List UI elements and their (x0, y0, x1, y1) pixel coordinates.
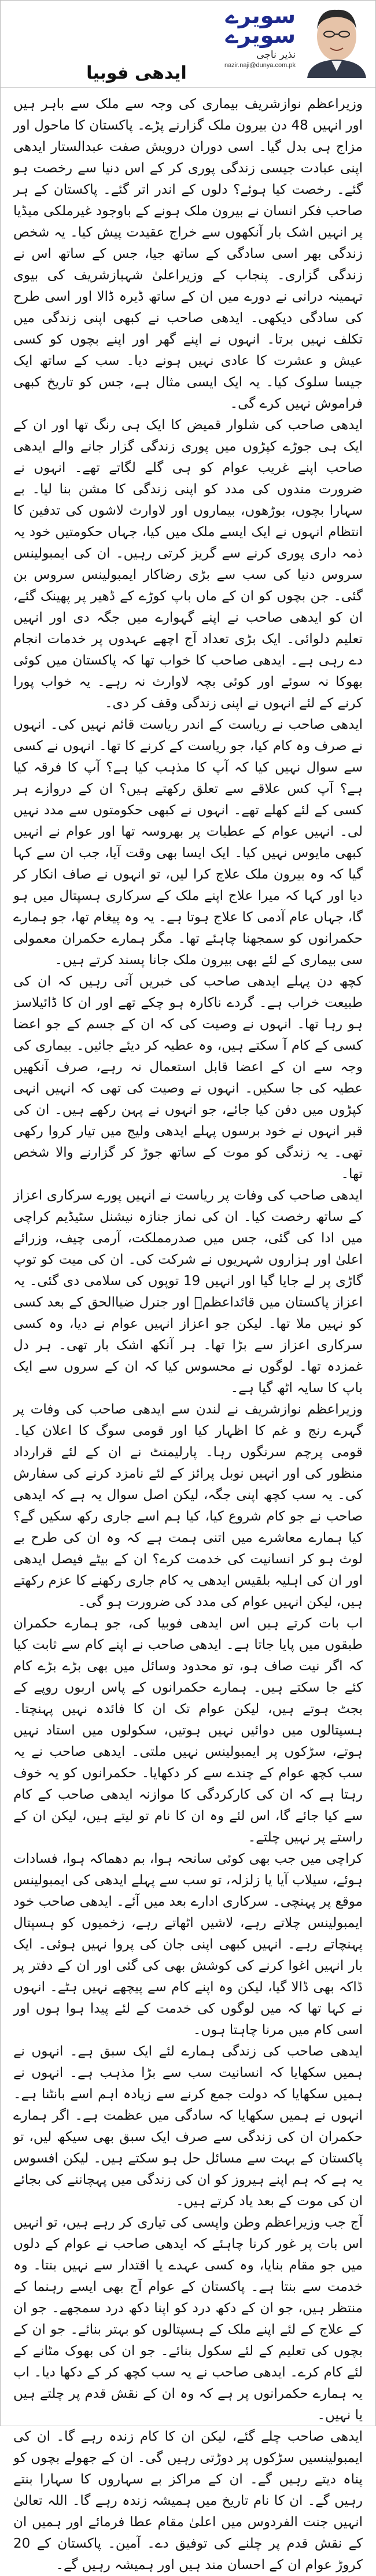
column-logo-line-2: سویرے (225, 23, 296, 48)
author-photo (301, 3, 372, 78)
paragraph: ایدھی صاحب چلے گئے، لیکن ان کا کام زندہ رہے گا۔ ان کی ایمبولینسیں سڑکوں پر دوڑتی رہیں گی۔ ان کے جھولے بچوں کو پناہ دیتے رہیں گے۔ ان کے مراکز بے سہاروں کا سہارا بنتے رہیں گے۔ ان کا نام تاریخ میں ہمیشہ زندہ رہے گا۔ اللہ تعالیٰ انہیں جنت الفردوس میں اعلیٰ مقام عطا فرمائے اور ہمیں ان کے نقش قدم پر چلنے کی توفیق دے۔ آمین۔ پاکستان کے 20 کروڑ عوام ان کے احسان مند ہیں اور ہمیشہ رہیں گے۔ (13, 2429, 363, 2573)
paragraph: وزیراعظم نوازشریف نے لندن سے ایدھی صاحب کی وفات پر گہرے رنج و غم کا اظہار کیا اور قومی سوگ کا اعلان کیا۔ قومی پرچم سرنگوں رہا۔ پارلیمنٹ نے ان کے لئے قرارداد منظور کی اور انہیں نوبل پرائز کے لئے نامزد کرنے کی سفارش کی۔ یہ سب کچھ اپنی جگہ، لیکن اصل سوال یہ ہے کہ ایدھی صاحب نے جو کام شروع کیا، کیا ہم اسے جاری رکھ سکیں گے؟ کیا ہمارے معاشرے میں اتنی ہمت ہے کہ وہ ان کی طرح بے لوث ہو کر انسانیت کی خدمت کرے؟ ان کے بیٹے فیصل ایدھی اور ان کی اہلیہ بلقیس ایدھی یہ کام جاری رکھنے کا عزم رکھتے ہیں، لیکن انہیں عوام کی مدد کی ضرورت ہو گی۔ (13, 1402, 363, 1610)
author-name: نذیر ناجی (256, 49, 296, 61)
paragraph: ایدھی صاحب کی وفات پر ریاست نے انہیں پورے سرکاری اعزاز کے ساتھ رخصت کیا۔ ان کی نماز جنازہ نیشنل سٹیڈیم کراچی میں ادا کی گئی، جس میں صدرمملکت، آرمی چیف، وزرائے اعلیٰ اور ہزاروں شہریوں نے شرکت کی۔ ان کی میت کو توپ گاڑی پر لے جایا گیا اور انہیں 19 توپوں کی سلامی دی گئی۔ یہ اعزاز پاکستان میں قائداعظمؒ اور جنرل ضیاالحق کے بعد کسی کو نہیں ملا تھا۔ لیکن جو اعزاز انہیں عوام نے دیا، وہ کسی سرکاری اعزاز سے بڑا تھا۔ ہر آنکھ اشک بار تھی۔ ہر دل غمزدہ تھا۔ لوگوں نے محسوس کیا کہ ان کے سروں سے ایک باپ کا سایہ اٹھ گیا ہے۔ (13, 1188, 363, 1396)
author-portrait-image (301, 3, 372, 78)
column-title: ایدھی فوبیا (86, 63, 187, 83)
paragraph: آج جب وزیراعظم وطن واپسی کی تیاری کر رہے ہیں، تو انہیں اس بات پر غور کرنا چاہئے کہ ایدھی صاحب نے عوام کے دلوں میں جو مقام بنایا، وہ کسی عہدے یا اقتدار سے نہیں بنتا۔ وہ خدمت سے بنتا ہے۔ پاکستان کے عوام آج بھی ایسے رہنما کے منتظر ہیں، جو ان کے دکھ درد کو اپنا دکھ درد سمجھے۔ جو ان کے علاج کے لئے اپنے ملک کے ہسپتالوں کو بہتر بنائے۔ جو ان کے بچوں کی تعلیم کے لئے سکول بنائے۔ جو ان کی بھوک مٹانے کے لئے کام کرے۔ ایدھی صاحب نے یہ سب کچھ کر کے دکھا دیا۔ اب یہ ہمارے حکمرانوں پر ہے کہ وہ ان کے نقش قدم پر چلتے ہیں یا نہیں۔ (13, 2215, 363, 2423)
paragraph: ایدھی صاحب کی زندگی ہمارے لئے ایک سبق ہے۔ انہوں نے ہمیں سکھایا کہ انسانیت سب سے بڑا مذہب ہے۔ انہوں نے ہمیں سکھایا کہ دولت جمع کرنے سے زیادہ اہم اسے بانٹنا ہے۔ انہوں نے ہمیں سکھایا کہ سادگی میں عظمت ہے۔ اگر ہمارے حکمران ان کی زندگی سے صرف ایک سبق بھی سیکھ لیں، تو پاکستان کے بہت سے مسائل حل ہو سکتے ہیں۔ لیکن افسوس یہ ہے کہ ہم اپنے ہیروز کو ان کی زندگی میں پہچاننے کی بجائے ان کی موت کے بعد یاد کرتے ہیں۔ (13, 2044, 363, 2209)
column-header (1, 1, 375, 88)
column-logo (209, 4, 296, 69)
paragraph: اب بات کرتے ہیں اس ایدھی فوبیا کی، جو ہمارے حکمران طبقوں میں پایا جاتا ہے۔ ایدھی صاحب نے اپنے کام سے ثابت کیا کہ اگر نیت صاف ہو، تو محدود وسائل میں بھی بڑے بڑے کام کئے جا سکتے ہیں۔ ہمارے حکمرانوں کے پاس اربوں روپے کے بجٹ ہوتے ہیں، لیکن عوام تک ان کا فائدہ نہیں پہنچتا۔ ہسپتالوں میں دوائیں نہیں ہوتیں، سکولوں میں استاد نہیں ہوتے، سڑکوں پر ایمبولینس نہیں ملتی۔ ایدھی صاحب نے یہ سب کچھ عوام کے چندے سے کر دکھایا۔ حکمرانوں کو یہ خوف رہتا ہے کہ ان کی کارکردگی کا موازنہ ایدھی صاحب کے کام سے کیا جائے گا، اس لئے وہ ان کا نام تو لیتے ہیں، لیکن ان کے راستے پر نہیں چلتے۔ (13, 1616, 363, 1845)
paragraph: کچھ دن پہلے ایدھی صاحب کی خبریں آتی رہیں کہ ان کی طبیعت خراب ہے۔ گردے ناکارہ ہو چکے تھے اور ان کا ڈائیلاسز ہو رہا تھا۔ انہوں نے وصیت کی کہ ان کے جسم کے جو اعضا کسی کے کام آ سکتے ہیں، وہ عطیہ کر دیئے جائیں۔ بیماری کی وجہ سے ان کے اعضا قابل استعمال نہ رہے، صرف آنکھیں عطیہ کی جا سکیں۔ انہوں نے وصیت کی تھی کہ انہیں انہی کپڑوں میں دفن کیا جائے، جو انہوں نے پہن رکھے ہیں۔ ان کی قبر انہوں نے خود برسوں پہلے ایدھی ولیج میں تیار کروا رکھی تھی۔ یہ زندگی کو موت کے ساتھ جوڑ کر گزارنے والا شخص تھا۔ (13, 974, 363, 1182)
column-logo-line-1: سویرے (225, 3, 296, 28)
paragraph: ایدھی صاحب نے ریاست کے اندر ریاست قائم نہیں کی۔ انہوں نے صرف وہ کام کیا، جو ریاست کے کرنے کا تھا۔ انہوں نے کسی سے سوال نہیں کیا کہ آپ کا مذہب کیا ہے؟ آپ کا فرقہ کیا ہے؟ آپ کس علاقے سے تعلق رکھتے ہیں؟ ان کے دروازے ہر کسی کے لئے کھلے تھے۔ انہوں نے کبھی حکومتوں سے مدد نہیں لی۔ انہیں عوام کے عطیات پر بھروسہ تھا اور عوام نے انہیں کبھی مایوس نہیں کیا۔ ایک ایسا بھی وقت آیا، جب ان سے کہا گیا کہ وہ بیرون ملک علاج کرا لیں، تو انہوں نے صاف انکار کر دیا اور کہا کہ میرا علاج اپنے ملک کے سرکاری ہسپتال میں ہو گا، جہاں عام آدمی کا علاج ہوتا ہے۔ یہ وہ پیغام تھا، جو ہمارے حکمرانوں کو سمجھنا چاہئے تھا۔ مگر ہمارے حکمران معمولی سی بیماری کے لئے بھی بیرون ملک جانا پسند کرتے ہیں۔ (13, 717, 363, 968)
paragraph: وزیراعظم نوازشریف بیماری کی وجہ سے ملک سے باہر ہیں اور انہیں 48 دن بیرون ملک گزارنے پڑے۔ پاکستان کا ماحول اور مزاج ہی بدل گیا۔ اسی دوران درویش صفت عبدالستار ایدھی اپنی عبادت جیسی زندگی پوری کر کے اس دنیا سے رخصت ہو گئے۔ رخصت کیا ہوئے؟ دلوں کے اندر اتر گئے۔ پاکستان کے ہر صاحب فکر انسان نے بیرون ملک ہونے کے باوجود غیرملکی میڈیا پر انہیں اشک بار آنکھوں سے خراج عقیدت پیش کیا۔ یہ شخص زندگی بھر اسی سادگی کے ساتھ جیا، جس کے ساتھ اس نے زندگی گزاری۔ پنجاب کے وزیراعلیٰ شہبازشریف کی بیوی تہمینہ درانی نے دورے میں ان کے ساتھ ڈیرہ ڈالا اور اسی طرح کی سادگی دیکھی۔ ایدھی صاحب نے کبھی اپنی زندگی میں تکلف نہیں برتا۔ انہوں نے اپنے گھر اور اپنے بچوں کو کسی عیش و عشرت کا عادی نہیں ہونے دیا۔ سب کے ساتھ ایک جیسا سلوک کیا۔ یہ ایک ایسی مثال ہے، جس کو تاریخ کبھی فراموش نہیں کرے گی۔ (13, 97, 363, 411)
paragraph: ایدھی صاحب کی شلوار قمیض کا ایک ہی رنگ تھا اور ان کے ایک ہی جوڑے کپڑوں میں پوری زندگی گزار جانے والے ایدھی صاحب اپنے غریب عوام کو ہی گلے لگاتے تھے۔ انہوں نے ضرورت مندوں کی مدد کو اپنی زندگی کا مشن بنا لیا۔ بے سہارا بچوں، بوڑھوں، بیماروں اور لاوارث لاشوں کی تدفین کا انتظام انہوں نے ایک ایسے ملک میں کیا، جہاں حکومتیں خود یہ ذمہ داری پوری کرنے سے گریز کرتی رہیں۔ ان کی ایمبولینس سروس دنیا کی سب سے بڑی رضاکار ایمبولینس سروس بن گئی۔ جن بچوں کو ان کے ماں باپ کوڑے کے ڈھیر پر پھینک گئے، ان کو ایدھی صاحب نے اپنے گہوارے میں جگہ دی اور انہیں تعلیم دلوائی۔ ایک بڑی تعداد آج اچھے عہدوں پر خدمات انجام دے رہی ہے۔ ایدھی صاحب کا خواب تھا کہ پاکستان میں کوئی بھوکا نہ سوئے اور کوئی بچہ لاوارث نہ رہے۔ یہ خواب پورا کرنے کے لئے انہوں نے اپنی زندگی وقف کر دی۔ (13, 418, 363, 711)
column-title-wrap (1, 63, 272, 83)
author-email: nazir.naji@dunya.com.pk (224, 62, 296, 69)
paragraph: کراچی میں جب بھی کوئی سانحہ ہوا، بم دھماکہ ہوا، فسادات ہوئے، سیلاب آیا یا زلزلہ، تو سب سے پہلے ایدھی کی ایمبولینس موقع پر پہنچی۔ سرکاری ادارے بعد میں آئے۔ ایدھی صاحب خود ایمبولینس چلاتے رہے، لاشیں اٹھاتے رہے، زخمیوں کو ہسپتال پہنچاتے رہے۔ انہیں کبھی اپنی جان کی پروا نہیں ہوئی۔ ایک بار انہیں اغوا کرنے کی کوشش بھی کی گئی اور ان کے دفتر پر ڈاکہ بھی ڈالا گیا، لیکن وہ اپنے کام سے پیچھے نہیں ہٹے۔ انہوں نے کہا تھا کہ میں لوگوں کی خدمت کے لئے پیدا ہوا ہوں اور اسی کام میں مرنا چاہتا ہوں۔ (13, 1851, 363, 2038)
column-body (1, 88, 375, 2576)
